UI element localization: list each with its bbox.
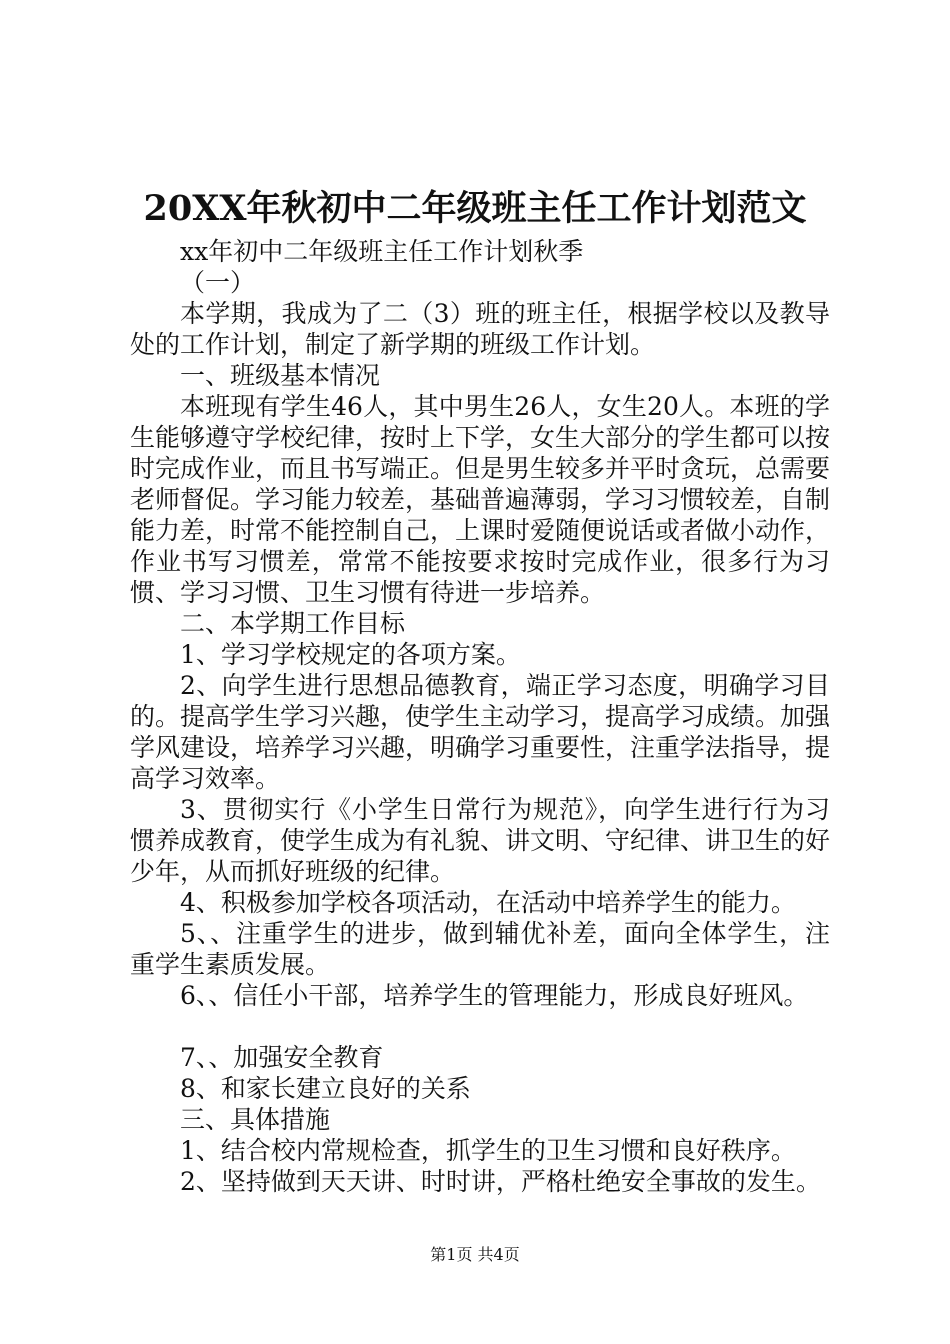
goal-item-5: 5、、注重学生的进步，做到辅优补差，面向全体学生，注重学生素质发展。 — [130, 919, 830, 979]
measure-item-1: 1、结合校内常规检查，抓学生的卫生习惯和良好秩序。 — [180, 1136, 796, 1165]
goal-item-2: 2、向学生进行思想品德教育，端正学习态度，明确学习目的。提高学生学习兴趣，使学生主动学习，提高学习成绩。加强学风建设，培养学习兴趣，明确学习重要性，注重学法指导，提高学习效率。 — [130, 671, 831, 793]
section-heading-goals: 二、本学期工作目标 — [180, 609, 406, 638]
basic-info-paragraph: 本班现有学生46人，其中男生26人，女生20人。本班的学生能够遵守学校纪律，按时上下学，女生大部分的学生都可以按时完成作业，而且书写端正。但是男生较多并平时贪玩，总需要老师督促。学习能力较差，基础普遍薄弱，学习习惯较差，自制能力差，时常不能控制自己，上课时爱随便说话或者做小动作，作业书写习惯差，常常不能按要求按时完成作业，很多行为习惯、学习习惯、卫生习惯有待进一步培养。 — [130, 392, 831, 607]
goal-item-4: 4、积极参加学校各项活动，在活动中培养学生的能力。 — [180, 888, 796, 917]
goal-item-3: 3、贯彻实行《小学生日常行为规范》，向学生进行行为习惯养成教育，使学生成为有礼貌、讲文明、守纪律、讲卫生的好少年，从而抓好班级的纪律。 — [130, 795, 831, 886]
section-marker: （一） — [180, 268, 256, 297]
measure-item-2: 2、坚持做到天天讲、时时讲，严格杜绝安全事故的发生。 — [180, 1167, 821, 1196]
section-heading-measures: 三、具体措施 — [180, 1105, 331, 1134]
section-heading-basic-info: 一、班级基本情况 — [180, 361, 381, 390]
goal-item-1: 1、学习学校规定的各项方案。 — [180, 640, 521, 669]
goal-item-7: 7、、加强安全教育 — [180, 1043, 384, 1072]
goal-item-8: 8、和家长建立良好的关系 — [180, 1074, 471, 1103]
document-title: 20XX年秋初中二年级班主任工作计划范文 — [143, 188, 807, 229]
document-body — [130, 236, 830, 1197]
subtitle-line: xx年初中二年级班主任工作计划秋季 — [180, 237, 584, 266]
goal-item-6: 6、、信任小干部，培养学生的管理能力，形成良好班风。 — [180, 981, 809, 1010]
intro-paragraph: 本学期，我成为了二（3）班的班主任，根据学校以及教导处的工作计划，制定了新学期的班级工作计划。 — [130, 299, 830, 359]
page-number-footer: 第1页 共4页 — [430, 1245, 520, 1264]
